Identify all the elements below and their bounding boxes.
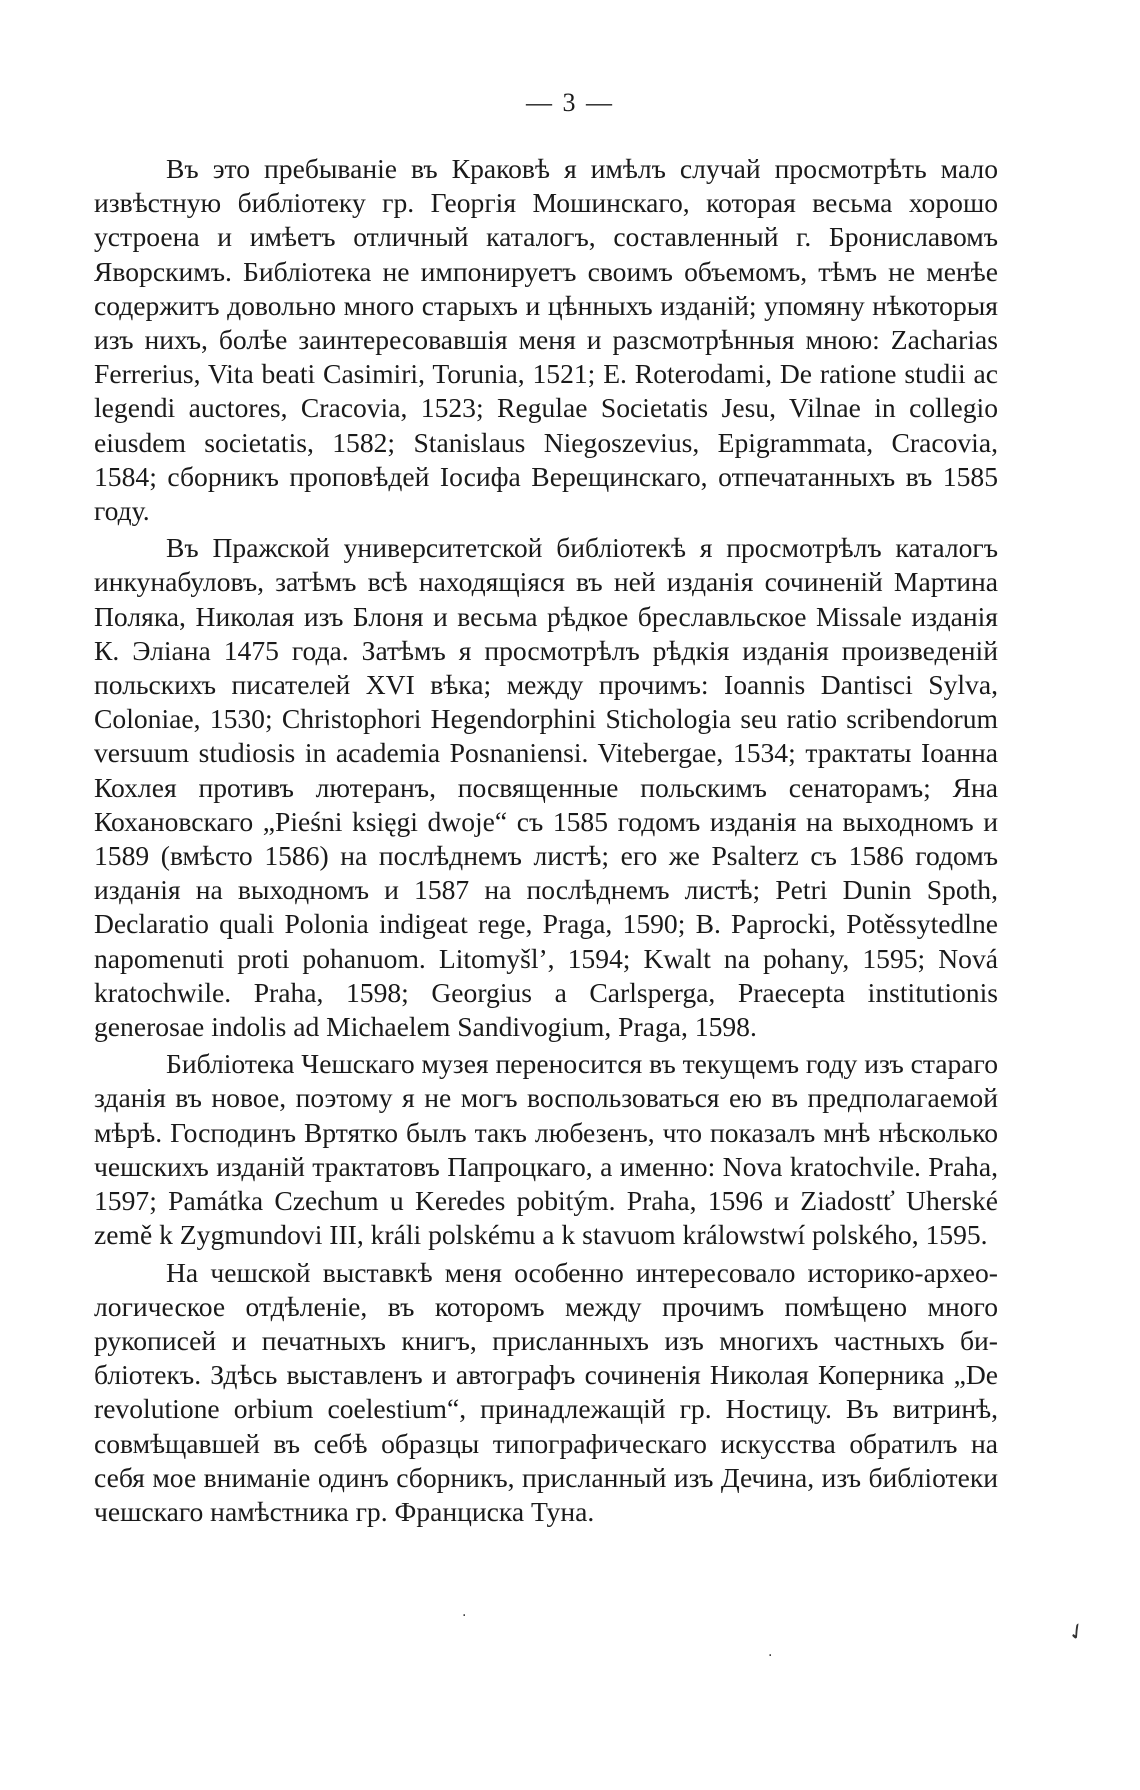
paragraph-krakow-library: Въ это пребываніе въ Краковѣ я имѣлъ случай просмотрѣть мало извѣстную библіотеку гр. Георгія Мошинскаго, которая весьма хорошо устроена и имѣетъ отличный каталогъ, составленный г. Брониславомъ Яворскимъ. Библіотека не импонируетъ своимъ объемомъ, тѣмъ не менѣе содержитъ довольно много старыхъ и цѣнныхъ изданій; упомяну нѣкоторыя изъ нихъ, болѣе заинтересовавшія меня и разсмотрѣнныя мною: Zacharias Ferrerius, Vita beati Casimiri, Torunia, 1521; E. Roterodami, De ratione studii ac legendi auctores, Cracovia, 1523; Regulae Societatis Jesu, Vilnae in collegio eiusdem societatis, 1582; Stanislaus Niegoszevius, Epigrammata, Cracovia, 1584; сборникъ проповѣдей Іосифа Верещинскаго, отпечатанныхъ въ 1585 году. [94, 153, 998, 527]
paragraph-prague-university-library: Въ Пражской университетской библіотекѣ я просмотрѣлъ каталогъ инкунабуловъ, затѣмъ всѣ находящіяся въ ней изданія сочиненій Мартина Поляка, Николая изъ Блоня и весьма рѣдкое бреславльское Missale изданія К. Эліана 1475 года. Затѣмъ я просмотрѣлъ рѣдкія изданія произведеній польскихъ писателей XVI вѣка; между прочимъ: Ioannis Dantisci Sylva, Coloniae, 1530; Christophori Hegendorphini Stichologia seu ratio scribendorum versuum studiosis in academia Posnaniensi. Vitebergae, 1534; трактаты Іоанна Кохлея противъ лютеранъ, посвященные польскимъ сенаторамъ; Яна Кохановскаго „Pieśni księgi dwoje“ съ 1585 годомъ изданія на выходномъ и 1589 (вмѣсто 1586) на послѣднемъ листѣ; его же Psalterz съ 1586 годомъ изданія на выходномъ и 1587 на послѣднемъ листѣ; Petri Dunin Spoth, Declaratio quali Polonia indigeat rege, Praga, 1590; B. Paprocki, Potěssytedlne napomenuti proti pohanuom. Litomyšl’, 1594; Kwalt na pohany, 1595; Nová kratochwile. Praha, 1598; Georgius a Carlsperga, Praecepta institutionis generosae indolis ad Michaelem Sandivogium, Praga, 1598. [94, 532, 998, 1043]
paragraph-czech-museum-library: Библіотека Чешскаго музея переносится въ текущемъ году изъ стараго зданія въ новое, поэтому я не могъ воспользоваться ею въ предполагаемой мѣрѣ. Господинъ Вртятко былъ такъ любезенъ, что показалъ мнѣ нѣсколько чешскихъ изданій трактатовъ Папроцкаго, а именно: Nova kratochvile. Praha, 1597; Památka Czechum u Keredes pobitým. Praha, 1596 и Ziadostť Uherské země k Zygmundovi III, králi polskému a k stavuom králowstwí polského, 1595. [94, 1048, 998, 1251]
body-text [94, 152, 998, 1529]
paragraph-czech-exhibition: На чешской выставкѣ меня особенно интересовало историко-археологическое отдѣленіе, въ которомъ между прочимъ помѣщено много рукописей и печатныхъ книгъ, присланныхъ изъ многихъ частныхъ библіотекъ. Здѣсь выставленъ и автографъ сочиненія Николая Коперника „De revolutione orbium coelestium“, принадлежащій гр. Ностицу. Въ витринѣ, совмѣщавшей въ себѣ образцы типографическаго искусства обратилъ на себя мое вниманіе одинъ сборникъ, присланный изъ Дечина, изъ библіотеки чешскаго намѣстника гр. Франциска Туна. [94, 1256, 998, 1527]
scan-speck: · [768, 1648, 773, 1664]
scan-speck: · [462, 1608, 467, 1624]
pencil-mark-icon: ✓ [1062, 1617, 1092, 1648]
page-number: — 3 — [526, 88, 614, 117]
